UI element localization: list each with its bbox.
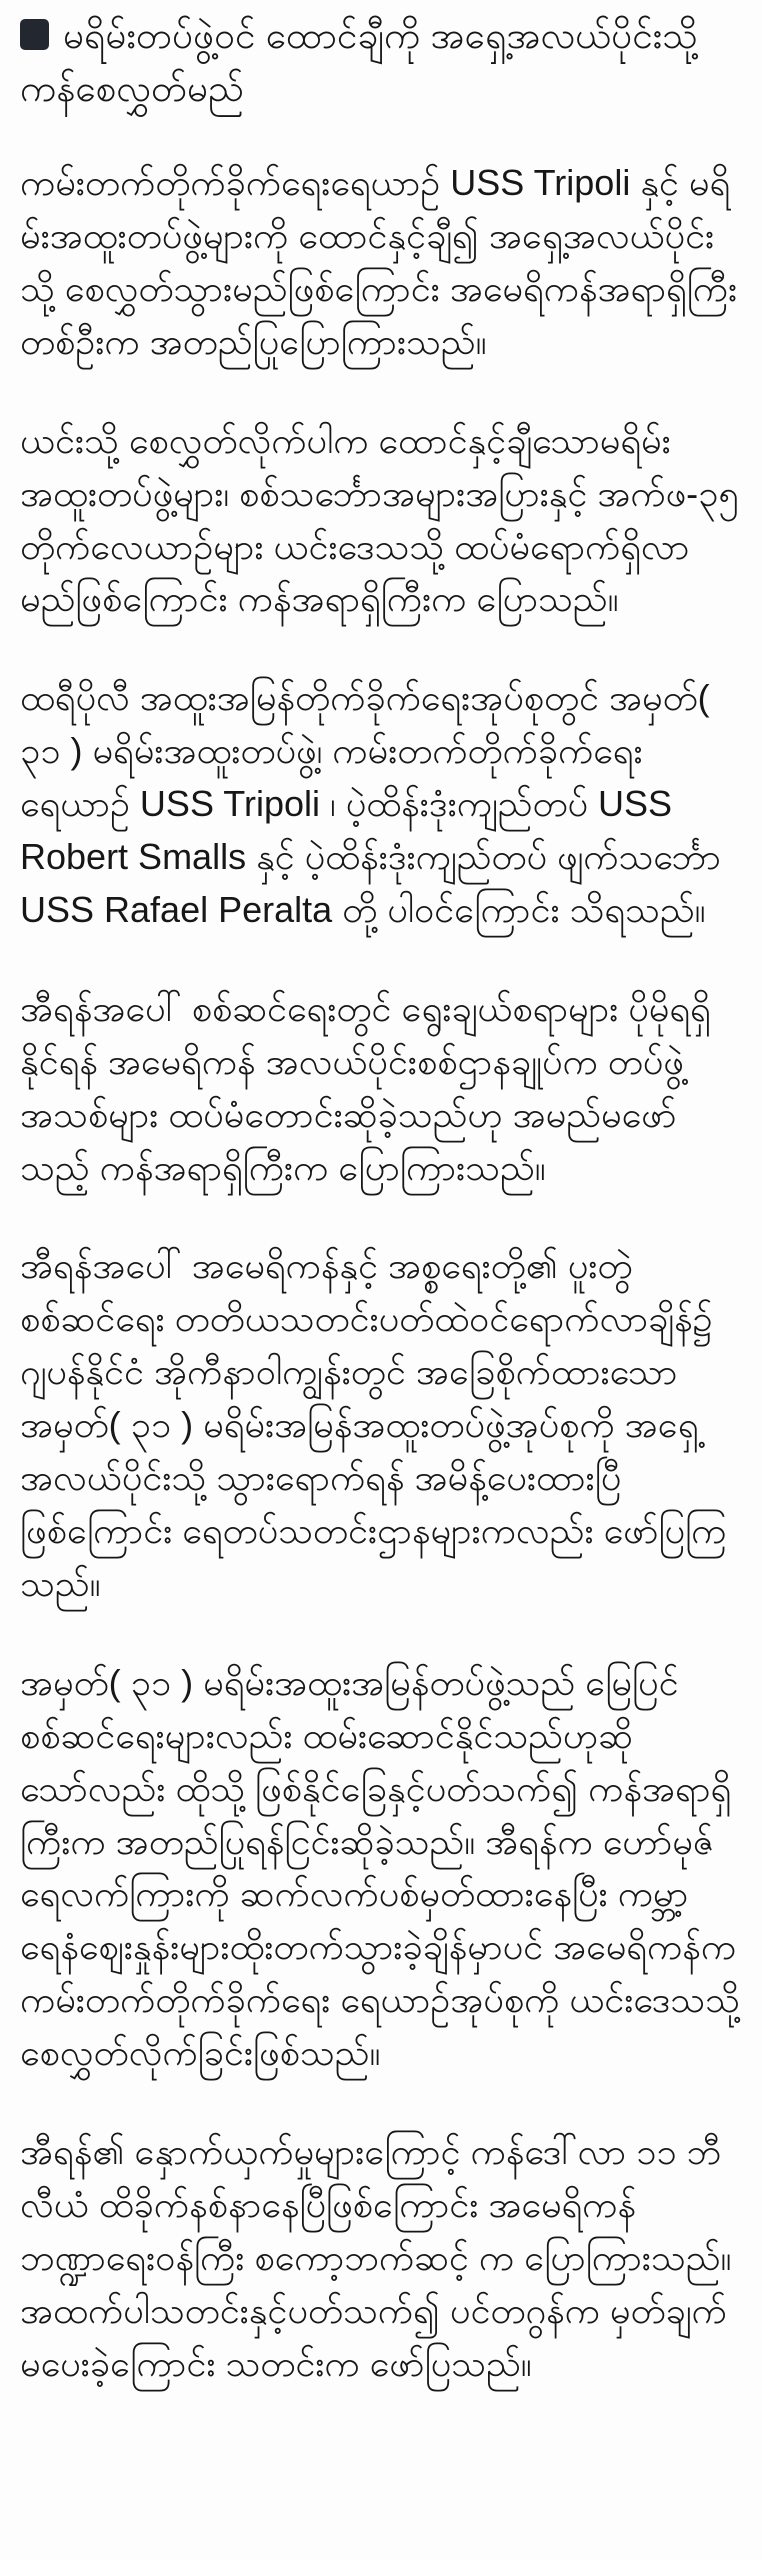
square-bullet-icon — [20, 19, 49, 50]
article-paragraph: ထရီပိုလီ အထူးအမြန်တိုက်ခိုက်ရေးအုပ်စုတွင် အမှတ်( ၃၁ ) မရိမ်းအထူးတပ်ဖွဲ့၊ ကမ်းတက်တိုက်ခိုက်ရေးရေယာဉ် USS Tripoli ၊ ပဲ့ထိန်းဒုံးကျည်တပ် USS Robert Smalls နှင့် ပဲ့ထိန်းဒုံးကျည်တပ် ဖျက်သင်္ဘော USS Rafael Peralta တို့ ပါဝင်ကြောင်း သိရသည်။ — [20, 677, 721, 930]
article-paragraph: ယင်းသို့ စေလွှတ်လိုက်ပါက ထောင်နှင့်ချီသောမရိမ်းအထူးတပ်ဖွဲ့များ၊ စစ်သင်္ဘောအများအပြားနှင့် အက်ဖ-၃၅ တိုက်လေယာဉ်များ ယင်းဒေသသို့ ထပ်မံရောက်ရှိလာမည်ဖြစ်ကြောင်း ကန်အရာရှိကြီးက ပြောသည်။ — [20, 419, 739, 620]
article-title — [20, 10, 740, 115]
article-paragraph: အီရန်အပေါ် အမေရိကန်နှင့် အစ္စရေးတို့၏ ပူးတွဲစစ်ဆင်ရေး တတိယသတင်းပတ်ထဲဝင်ရောက်လာချိန်၌ ဂျပန်နိုင်ငံ အိုကီနာဝါကျွန်းတွင် အခြေစိုက်ထားသော အမှတ်( ၃၁ ) မရိမ်းအမြန်အထူးတပ်ဖွဲ့အုပ်စုကို အရှေ့အလယ်ပိုင်းသို့ သွားရောက်ရန် အမိန့်ပေးထားပြီဖြစ်ကြောင်း ရေတပ်သတင်းဌာနများကလည်း ဖော်ပြကြသည်။ — [20, 1245, 727, 1604]
article-paragraph: အီရန်အပေါ် စစ်ဆင်ရေးတွင် ရွေးချယ်စရာများ ပိုမိုရရှိနိုင်ရန် အမေရိကန် အလယ်ပိုင်းစစ်ဌာနချုပ်က တပ်ဖွဲ့အသစ်များ ထပ်မံတောင်းဆိုခဲ့သည်ဟု အမည်မဖော်သည့် ကန်အရာရှိကြီးက ပြောကြားသည်။ — [20, 987, 711, 1188]
article-paragraph: အီရန်၏ နှောက်ယှက်မှုများကြောင့် ကန်ဒေါ်လာ ၁၁ ဘီလီယံ ထိခိုက်နစ်နာနေပြီဖြစ်ကြောင်း အမေရိကန် ဘဏ္ဍာရေးဝန်ကြီး စကော့ဘက်ဆင့် က ပြောကြားသည်။အထက်ပါသတင်းနှင့်ပတ်သက်၍ ပင်တဂွန်က မှတ်ချက်မပေးခဲ့ကြောင်း သတင်းက ဖော်ပြသည်။ — [20, 2131, 732, 2384]
article-paragraph: အမှတ်( ၃၁ ) မရိမ်းအထူးအမြန်တပ်ဖွဲ့သည် မြေပြင်စစ်ဆင်ရေးများလည်း ထမ်းဆောင်နိုင်သည်ဟုဆိုသော်လည်း ထိုသို့ ဖြစ်နိုင်ခြေနှင့်ပတ်သက်၍ ကန်အရာရှိကြီးက အတည်ပြုရန်ငြင်းဆိုခဲ့သည်။ အီရန်က ဟော်မုဇ်ရေလက်ကြားကို ဆက်လက်ပစ်မှတ်ထားနေပြီး ကမ္ဘာ့ရေနံဈေးနှုန်းများထိုးတက်သွားခဲ့ချိန်မှာပင် အမေရိကန်က ကမ်းတက်တိုက်ခိုက်ရေး ရေယာဉ်အုပ်စုကို ယင်းဒေသသို့ စေလွှတ်လိုက်ခြင်းဖြစ်သည်။ — [20, 1661, 740, 2074]
article-title-text: မရိမ်းတပ်ဖွဲ့ဝင် ထောင်ချီကို အရှေ့အလယ်ပိုင်းသို့ ကန်စေလွှတ်မည် — [20, 15, 698, 109]
article-paragraph: ကမ်းတက်တိုက်ခိုက်ရေးရေယာဉ် USS Tripoli နှင့် မရိမ်းအထူးတပ်ဖွဲ့များကို ထောင်နှင့်ချီ၍ အရှေ့အလယ်ပိုင်းသို့ စေလွှတ်သွားမည်ဖြစ်ကြောင်း အမေရိကန်အရာရှိကြီးတစ်ဦးက အတည်ပြုပြောကြားသည်။ — [20, 162, 738, 362]
